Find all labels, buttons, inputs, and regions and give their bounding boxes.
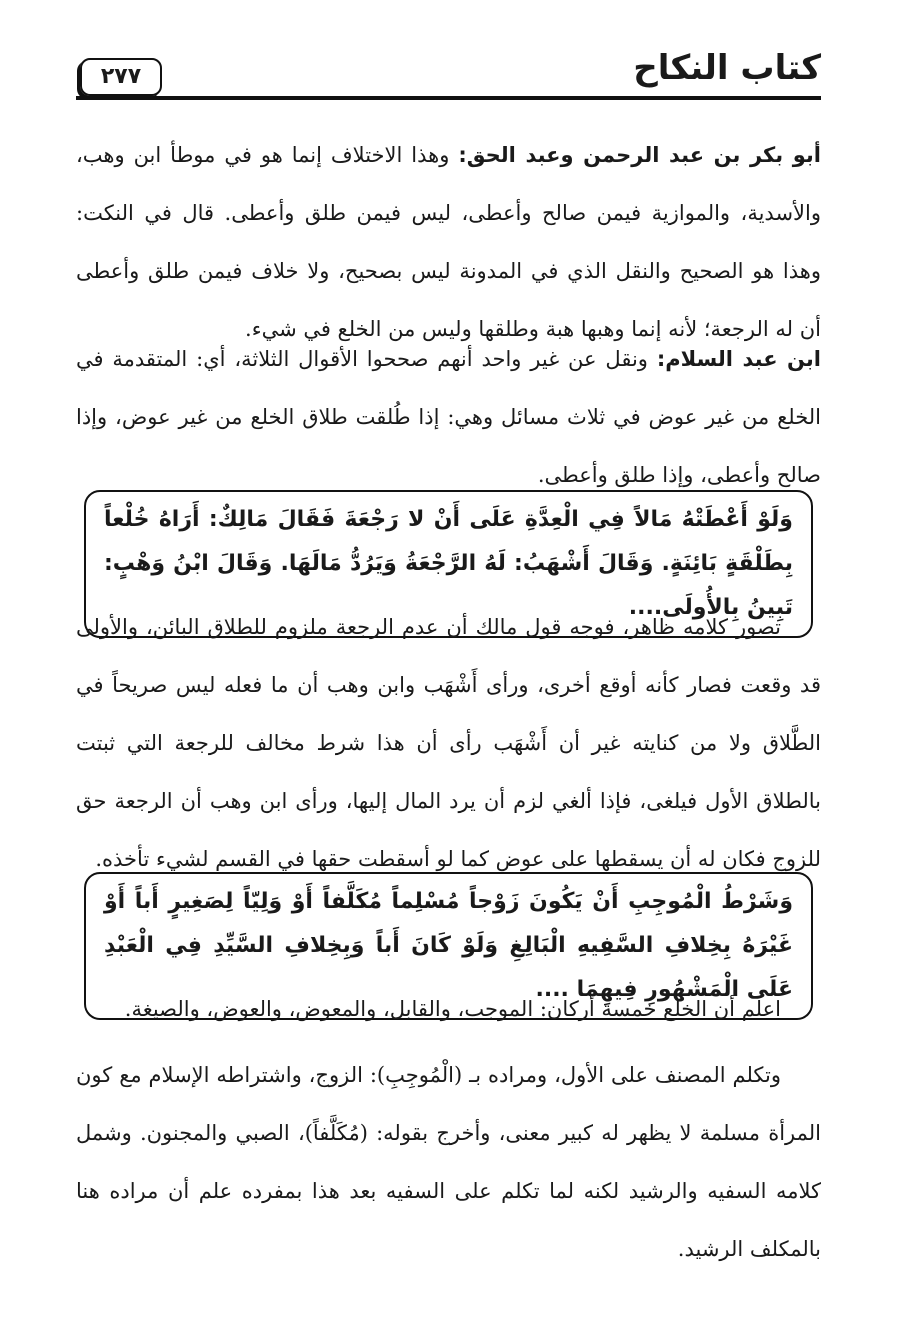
matn-text: وَلَوْ أَعْطَتْهُ مَالاً فِي الْعِدَّةِ عَلَى أَنْ لا رَجْعَةَ فَقَالَ مَالِكٌ: أَرَاهُ خُلْعاً بِطَلْقَةٍ بَائِنَةٍ. وَقَالَ أَشْهَبُ: لَهُ الرَّجْعَةُ وَيَرُدُّ مَالَهَا. وَقَالَ ابْنُ وَهْبٍ: تَبِينُ بِالأُولَى.... xyxy=(104,507,793,620)
header-rule xyxy=(76,96,821,100)
chapter-title: كتاب النكاح xyxy=(633,48,821,88)
paragraph-arkan xyxy=(76,980,821,1038)
paragraph-lead: ابن عبد السلام: xyxy=(656,347,822,371)
page-number: ٢٧٧ xyxy=(80,58,162,96)
paragraph-commentary-2 xyxy=(76,1046,821,1278)
page-header xyxy=(76,46,821,102)
paragraph-ibn-abd-al-salam xyxy=(76,330,821,504)
paragraph-text: وتكلم المصنف على الأول، ومراده بـ (الْمُوجِبِ): الزوج، واشتراطه الإسلام مع كون المرأة مسلمة لا يظهر له كبير معنى، وأخرج بقوله: (مُكَلَّفاً)، الصبي والمجنون. وشمل كلامه السفيه والرشيد لكنه لما تكلم على السفيه بعد هذا بمفرده علم أن مراده هنا بالمكلف الرشيد. xyxy=(76,1063,821,1261)
paragraph-text: اعلم أن الخلع خمسة أركان: الموجب، والقابل، والمعوض، والعوض، والصيغة. xyxy=(124,997,781,1021)
paragraph-text: تصور كلامه ظاهر، فوجه قول مالك أن عدم الرجعة ملزوم للطلاق البائن، والأولى قد وقعت فصار كأنه أوقع أخرى، ورأى أَشْهَب وابن وهب أن ما فعله ليس صريحاً في الطَّلاق ولا من كنايته غير أن أَشْهَب رأى أن هذا شرط مخالف للرجعة التي ثبتت بالطلاق الأول فيلغى، فإذا ألغي لزم أن يرد المال إليها، ورأى ابن وهب أن الرجعة حق للزوج فكان له أن يسقطها على عوض كما لو أسقطت حقها في القسم لشيء تأخذه. xyxy=(76,615,821,871)
paragraph-lead: أبو بكر بن عبد الرحمن وعبد الحق: xyxy=(458,143,821,167)
paragraph-text: ونقل عن غير واحد أنهم صححوا الأقوال الثلاثة، أي: المتقدمة في الخلع من غير عوض في ثلاث مسائل وهي: إذا طُلقت طلاق الخلع من غير عوض، وإذا صالح وأعطى، وإذا طلق وأعطى. xyxy=(76,347,821,487)
paragraph-commentary-1 xyxy=(76,598,821,888)
paragraph-text: وهذا الاختلاف إنما هو في موطأ ابن وهب، والأسدية، والموازية فيمن صالح وأعطى، ليس فيمن طلق وأعطى. قال في النكت: وهذا هو الصحيح والنقل الذي في المدونة ليس بصحيح، ولا خلاف فيمن طلق وأعطى أن له الرجعة؛ لأنه إنما وهبها هبة وطلقها وليس من الخلع في شيء. xyxy=(76,143,821,341)
paragraph-abu-bakr xyxy=(76,126,821,358)
matn-text: وَشَرْطُ الْمُوجِبِ أَنْ يَكُونَ زَوْجاً مُسْلِماً مُكَلَّفاً أَوْ وَلِيّاً لِصَغِيرٍ أَباً أَوْ غَيْرَهُ بِخِلافِ السَّفِيهِ الْبَالِغِ وَلَوْ كَانَ أَباً وَبِخِلافِ السَّيِّدِ فِي الْعَبْدِ عَلَى الْمَشْهُورِ فِيهِمَا .... xyxy=(104,889,793,1002)
